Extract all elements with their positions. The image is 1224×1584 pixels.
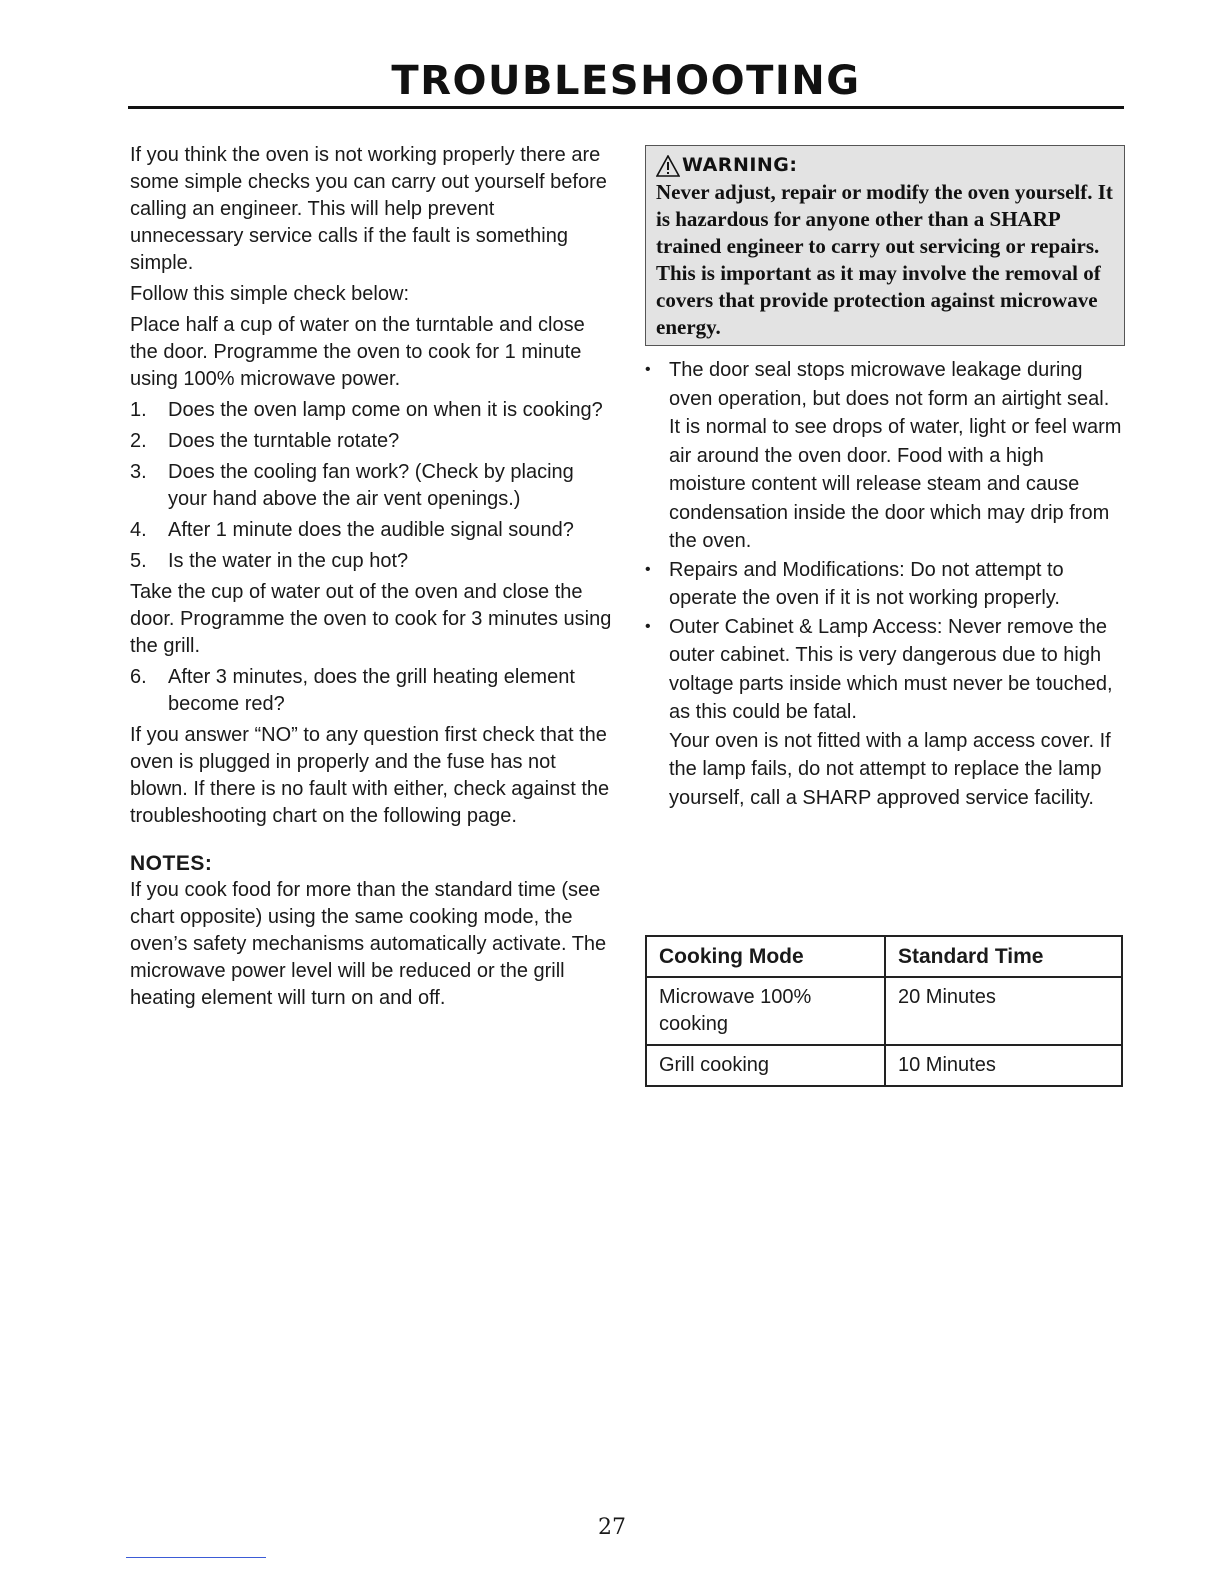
warning-triangle-icon [656, 155, 680, 177]
check-text: After 1 minute does the audible signal sound? [168, 519, 574, 541]
table-row [646, 1045, 1122, 1086]
warning-heading: WARNING: [682, 154, 798, 176]
bullet-item [645, 556, 1125, 613]
place-paragraph: Place half a cup of water on the turntable and close the door. Programme the oven to cook for 1 minute using 100% microwave power. [130, 314, 585, 390]
bullet-text: Repairs and Modifications: Do not attempt to operate the oven if it is not working properly. [669, 558, 1064, 609]
warning-header [656, 152, 1115, 179]
check-text: After 3 minutes, does the grill heating element become red? [168, 666, 575, 715]
check-item [130, 664, 612, 718]
check-item [130, 517, 612, 544]
bullet-item [645, 613, 1125, 813]
check-text: Does the oven lamp come on when it is cooking? [168, 399, 603, 421]
notes-text: If you cook food for more than the standard time (see chart opposite) using the same cooking mode, the oven’s safety mechanisms automatically activate. The microwave power level will be reduced or the grill heating element will turn on and off. [130, 879, 607, 1009]
check-text: Does the cooling fan work? (Check by placing your hand above the air vent openings.) [168, 461, 574, 510]
table-header-row [646, 936, 1122, 977]
bullet-dot-icon: • [645, 361, 651, 378]
check-list-1 [130, 397, 612, 575]
bullet-text: The door seal stops microwave leakage during oven operation, but does not form an airtight seal. It is normal to see drops of water, light or feel warm air around the oven door. Food with a high moisture content will release steam and cause condensation inside the door which may drip from the oven. [669, 359, 1122, 552]
left-column [130, 142, 612, 1016]
right-column [645, 145, 1125, 812]
take-paragraph: Take the cup of water out of the oven and close the door. Programme the oven to cook for 3 minutes using the grill. [130, 581, 612, 657]
table-cell: Grill cooking [646, 1045, 885, 1086]
intro-paragraph: If you think the oven is not working properly there are some simple checks you can carry out yourself before calling an engineer. This will help prevent unnecessary service calls if the fault is something simple. [130, 144, 607, 274]
check-item [130, 397, 612, 424]
check-number: 2. [130, 430, 147, 452]
warning-box [645, 145, 1125, 346]
bullet-dot-icon: • [645, 617, 651, 635]
footer-line [126, 1557, 266, 1558]
page-title: TROUBLESHOOTING [391, 58, 861, 104]
check-number: 4. [130, 519, 147, 541]
check-number: 1. [130, 399, 147, 421]
warning-line-2: This is important as it may involve the removal of covers that provide protection against microwave energy. [656, 261, 1101, 339]
table-header-mode: Cooking Mode [646, 936, 885, 977]
answer-paragraph: If you answer “NO” to any question first check that the oven is plugged in properly and the fuse has not blown. If there is no fault with either, check against the troubleshooting chart on the following page. [130, 724, 610, 827]
check-list-2 [130, 664, 612, 718]
check-text: Does the turntable rotate? [168, 430, 400, 452]
table-cell: Microwave 100% cooking [646, 977, 885, 1045]
check-item [130, 548, 612, 575]
warning-line-1: Never adjust, repair or modify the oven yourself. It is hazardous for anyone other than a SHARP trained engineer to carry out servicing or repairs. [656, 180, 1113, 258]
page-number: 27 [598, 1515, 626, 1540]
check-item [130, 459, 612, 513]
follow-text: Follow this simple check below: [130, 283, 409, 305]
check-item [130, 428, 612, 455]
bullet-list [645, 356, 1125, 812]
bullet-extra-text: Your oven is not fitted with a lamp access cover. If the lamp fails, do not attempt to replace the lamp yourself, call a SHARP approved service facility. [669, 729, 1111, 809]
bullet-text: Outer Cabinet & Lamp Access: Never remove the outer cabinet. This is very dangerous due to high voltage parts inside which must never be touched, as this could be fatal. [669, 615, 1113, 723]
table-cell: 20 Minutes [885, 977, 1122, 1045]
standard-time-table [645, 935, 1123, 1087]
notes-heading: NOTES: [130, 852, 213, 875]
check-number: 5. [130, 550, 147, 572]
check-text: Is the water in the cup hot? [168, 550, 409, 572]
title-rule [128, 106, 1124, 109]
table-header-time: Standard Time [885, 936, 1122, 977]
table-cell: 10 Minutes [885, 1045, 1122, 1086]
table-row [646, 977, 1122, 1045]
check-number: 3. [130, 461, 147, 483]
check-number: 6. [130, 666, 147, 688]
bullet-item [645, 356, 1125, 556]
bullet-dot-icon: • [645, 560, 651, 578]
